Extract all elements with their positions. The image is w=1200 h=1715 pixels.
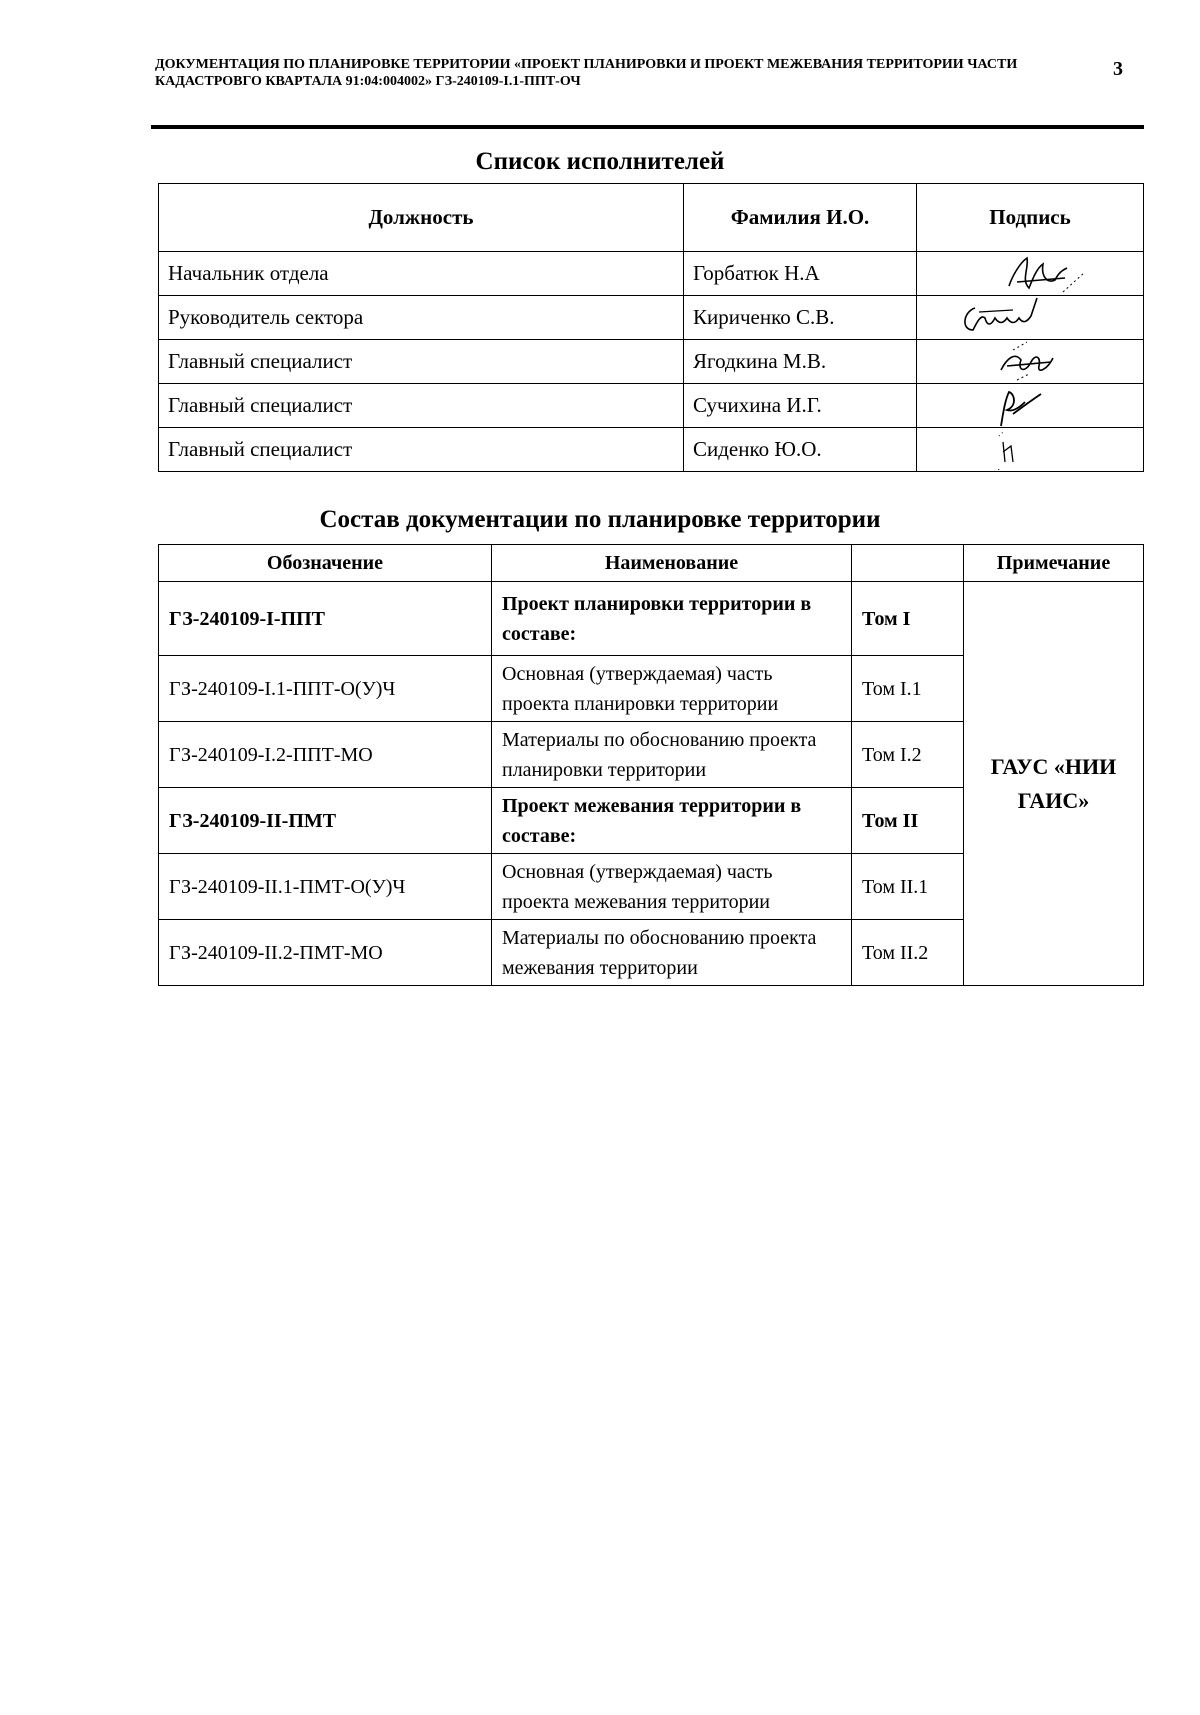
name-cell: Проект планировки территории в составе: [492, 582, 852, 656]
signature-image [917, 252, 1143, 295]
signature-cell [917, 340, 1144, 384]
name-cell: Горбатюк Н.А [684, 252, 917, 296]
header-divider [151, 125, 1144, 129]
code-cell: ГЗ-240109-II.2-ПМТ-МО [159, 920, 492, 986]
name-cell: Ягодкина М.В. [684, 340, 917, 384]
code-cell: ГЗ-240109-I.2-ППТ-МО [159, 722, 492, 788]
executors-title: Список исполнителей [475, 148, 725, 175]
volume-cell: Том II [852, 788, 964, 854]
name-cell: Основная (утверждаемая) часть проекта планировки территории [492, 656, 852, 722]
column-header-note: Примечание [964, 545, 1144, 582]
signature-cell [917, 384, 1144, 428]
table-row [159, 252, 1144, 296]
name-cell: Основная (утверждаемая) часть проекта межевания территории [492, 854, 852, 920]
name-cell: Проект межевания территории в составе: [492, 788, 852, 854]
column-header-volume [852, 545, 964, 582]
position-cell: Главный специалист [159, 340, 684, 384]
table-header-row [159, 545, 1144, 582]
name-cell: Сиденко Ю.О. [684, 428, 917, 472]
position-cell: Руководитель сектора [159, 296, 684, 340]
signature-image [917, 296, 1143, 339]
document-header: ДОКУМЕНТАЦИЯ ПО ПЛАНИРОВКЕ ТЕРРИТОРИИ «ПРОЕКТ ПЛАНИРОВКИ И ПРОЕКТ МЕЖЕВАНИЯ ТЕРРИТОРИИ ЧАСТИ КАДАСТРОВГО КВАРТАЛА 91:04:004002» ГЗ-240109-I.1-ППТ-ОЧ [155, 57, 1018, 89]
composition-title: Состав документации по планировке территории [319, 506, 881, 533]
volume-cell: Том I.1 [852, 656, 964, 722]
executors-table [158, 183, 1144, 472]
signature-cell [917, 428, 1144, 472]
table-row [159, 340, 1144, 384]
table-header-row [159, 184, 1144, 252]
signature-cell [917, 252, 1144, 296]
name-cell: Материалы по обоснованию проекта планировки территории [492, 722, 852, 788]
composition-table [158, 544, 1144, 986]
table-row [159, 428, 1144, 472]
volume-cell: Том II.1 [852, 854, 964, 920]
position-cell: Начальник отдела [159, 252, 684, 296]
volume-cell: Том II.2 [852, 920, 964, 986]
signature-cell [917, 296, 1144, 340]
column-header-name: Фамилия И.О. [684, 184, 917, 252]
name-cell: Сучихина И.Г. [684, 384, 917, 428]
volume-cell: Том I.2 [852, 722, 964, 788]
signature-image [917, 340, 1143, 383]
column-header-signature: Подпись [917, 184, 1144, 252]
table-row [159, 296, 1144, 340]
name-cell: Кириченко С.В. [684, 296, 917, 340]
table-row [159, 582, 1144, 656]
volume-cell: Том I [852, 582, 964, 656]
column-header-code: Обозначение [159, 545, 492, 582]
column-header-name: Наименование [492, 545, 852, 582]
signature-image [917, 384, 1143, 427]
page-number: 3 [1113, 58, 1123, 80]
code-cell: ГЗ-240109-I-ППТ [159, 582, 492, 656]
position-cell: Главный специалист [159, 384, 684, 428]
column-header-position: Должность [159, 184, 684, 252]
position-cell: Главный специалист [159, 428, 684, 472]
note-cell: ГАУС «НИИ ГАИС» [964, 582, 1144, 986]
signature-image [917, 428, 1143, 471]
table-row [159, 384, 1144, 428]
name-cell: Материалы по обоснованию проекта межевания территории [492, 920, 852, 986]
code-cell: ГЗ-240109-II-ПМТ [159, 788, 492, 854]
code-cell: ГЗ-240109-II.1-ПМТ-О(У)Ч [159, 854, 492, 920]
code-cell: ГЗ-240109-I.1-ППТ-О(У)Ч [159, 656, 492, 722]
